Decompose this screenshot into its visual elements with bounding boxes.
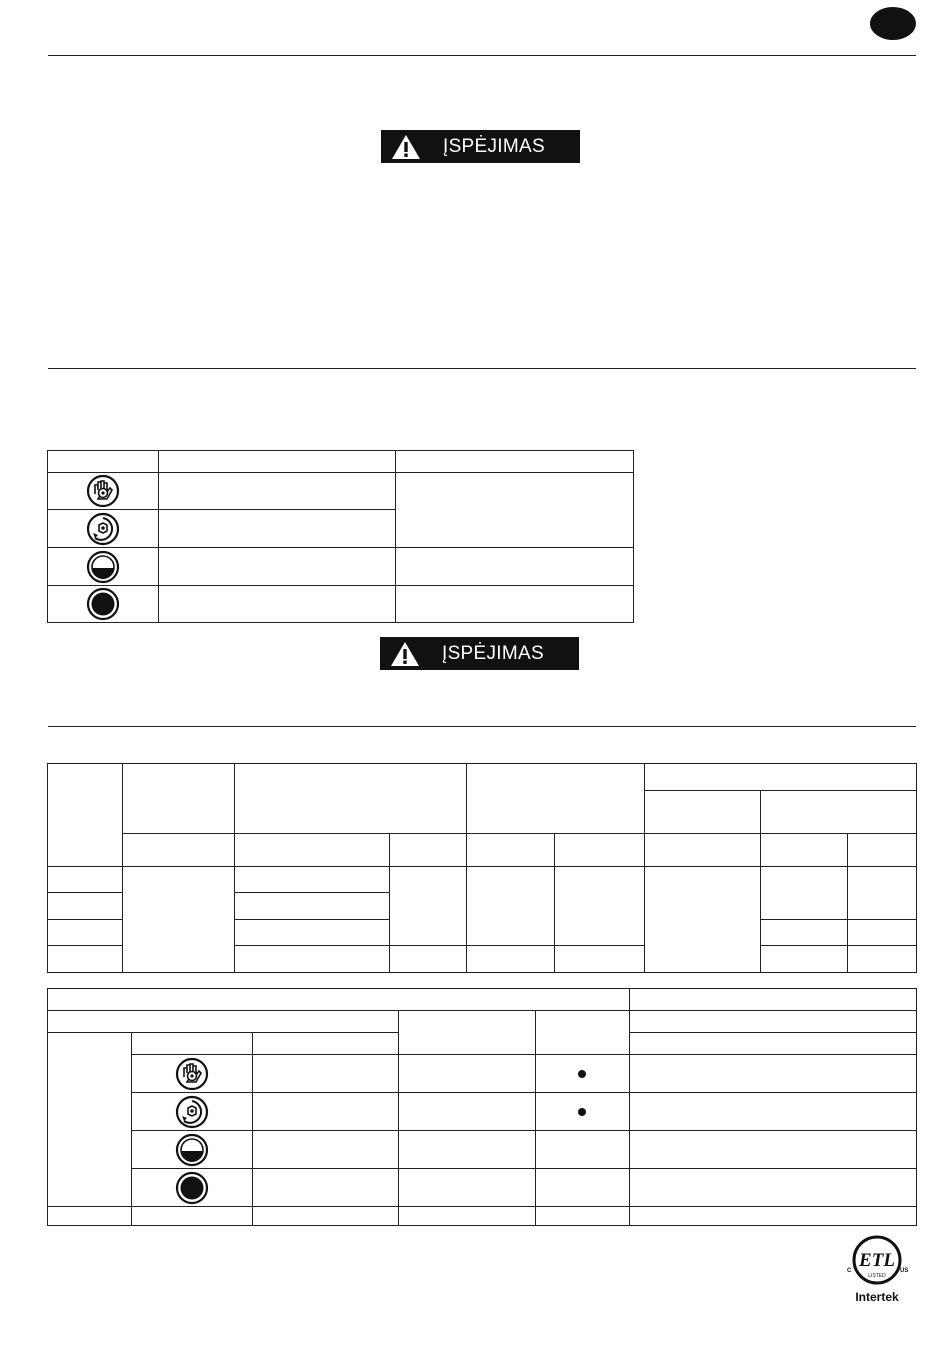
warning-triangle-icon [380,637,430,670]
canada-mark: C [847,1268,852,1274]
section-divider [48,368,916,369]
header-divider [48,55,916,56]
us-mark: US [900,1268,909,1274]
filled-circle-icon [132,1169,252,1206]
selection-dot [578,1070,586,1078]
half-filled-circle-icon [48,548,158,585]
svg-text:LISTED: LISTED [868,1273,886,1279]
warning-banner [381,130,580,163]
nut-rotation-icon [132,1093,252,1130]
warning-banner [380,637,579,670]
half-filled-circle-icon [132,1131,252,1168]
svg-text:ETL: ETL [859,1250,895,1271]
warning-label: ĮSPĖJIMAS [443,135,545,157]
selection-dot [578,1108,586,1116]
specification-table-frame [47,763,917,973]
intertek-brand: Intertek [855,1290,899,1304]
etl-logo-icon [851,1234,903,1286]
hand-gear-icon [48,473,158,509]
section-divider [48,726,916,727]
hand-gear-icon [132,1055,252,1092]
etl-certification-mark [842,1234,912,1306]
warning-triangle-icon [381,130,431,163]
warning-label: ĮSPĖJIMAS [442,642,544,664]
filled-circle-icon [48,586,158,621]
language-badge [870,7,916,40]
nut-rotation-icon [48,510,158,547]
